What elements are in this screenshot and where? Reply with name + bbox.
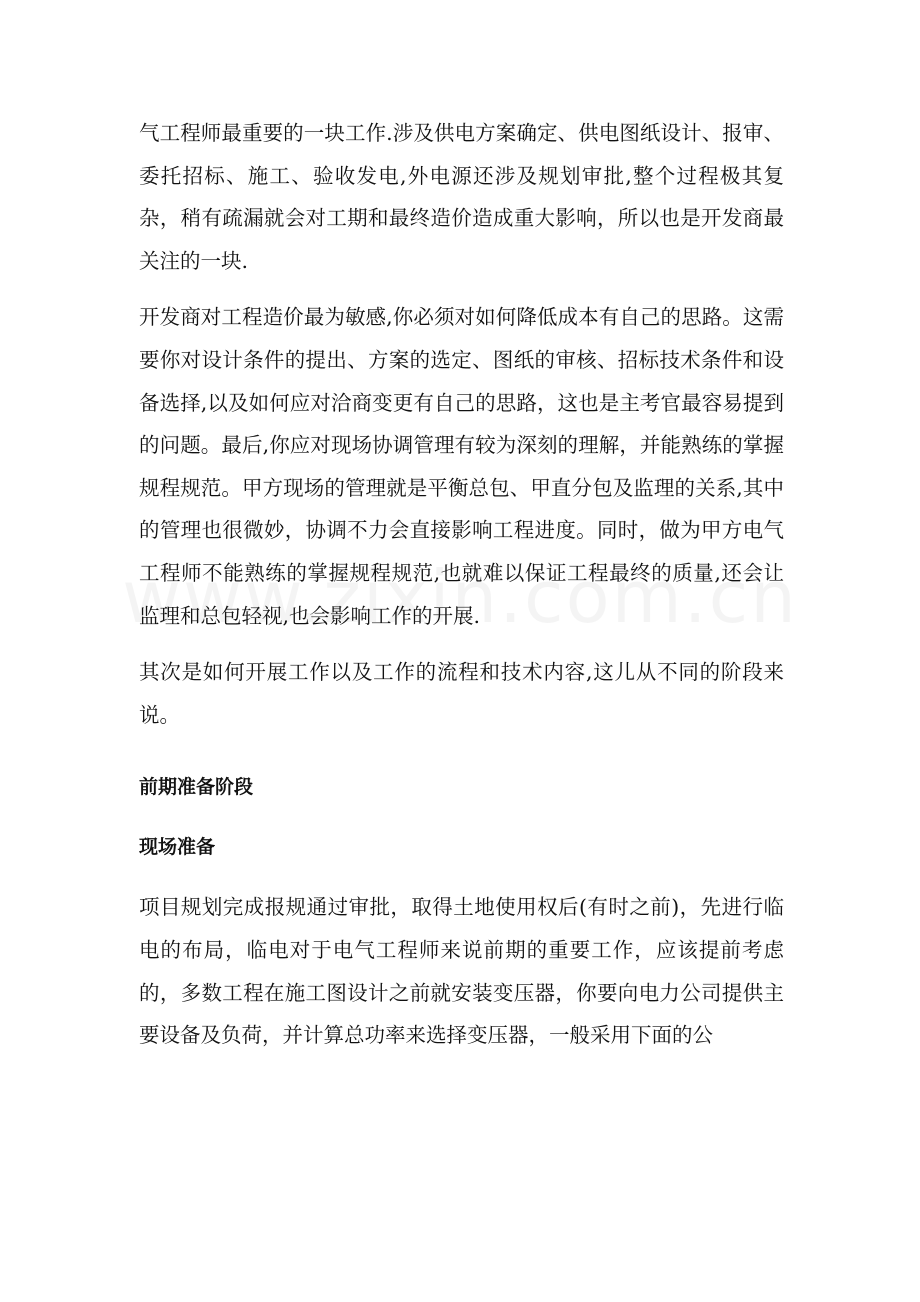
paragraph-workflow-intro: 其次是如何开展工作以及工作的流程和技术内容,这儿从不同的阶段来说。 [139,660,784,727]
paragraph-power-supply: 气工程师最重要的一块工作.涉及供电方案确定、供电图纸设计、报审、委托招标、施工、验收发电,外电源还涉及规划审批,整个过程极其复杂，稍有疏漏就会对工期和最终造价造成重大影响，所以也是开发商最关注的一块. [139,121,784,273]
document-body [139,112,784,1057]
paragraph-cost-control: 开发商对工程造价最为敏感,你必须对如何降低成本有自己的思路。这需要你对设计条件的提出、方案的选定、图纸的审核、招标技术条件和设备选择,以及如何应对洽商变更有自己的思路，这也是主考官最容易提到的问题。最后,你应对现场协调管理有较为深刻的理解，并能熟练的掌握规程规范。甲方现场的管理就是平衡总包、甲直分包及监理的关系,其中的管理也很微妙，协调不力会直接影响工程进度。同时，做为甲方电气工程师不能熟练的掌握规程规范,也就难以保证工程最终的质量,还会让监理和总包轻视,也会影响工作的开展. [139,305,784,628]
subsection-heading: 现场准备 [139,836,216,859]
section-heading: 前期准备阶段 [139,776,254,799]
paragraph-site-preparation: 项目规划完成报规通过审批，取得土地使用权后(有时之前)，先进行临电的布局，临电对于电气工程师来说前期的重要工作，应该提前考虑的，多数工程在施工图设计之前就安装变压器，你要向电力公司提供主要设备及负荷，并计算总功率来选择变压器，一般采用下面的公 [139,895,784,1048]
